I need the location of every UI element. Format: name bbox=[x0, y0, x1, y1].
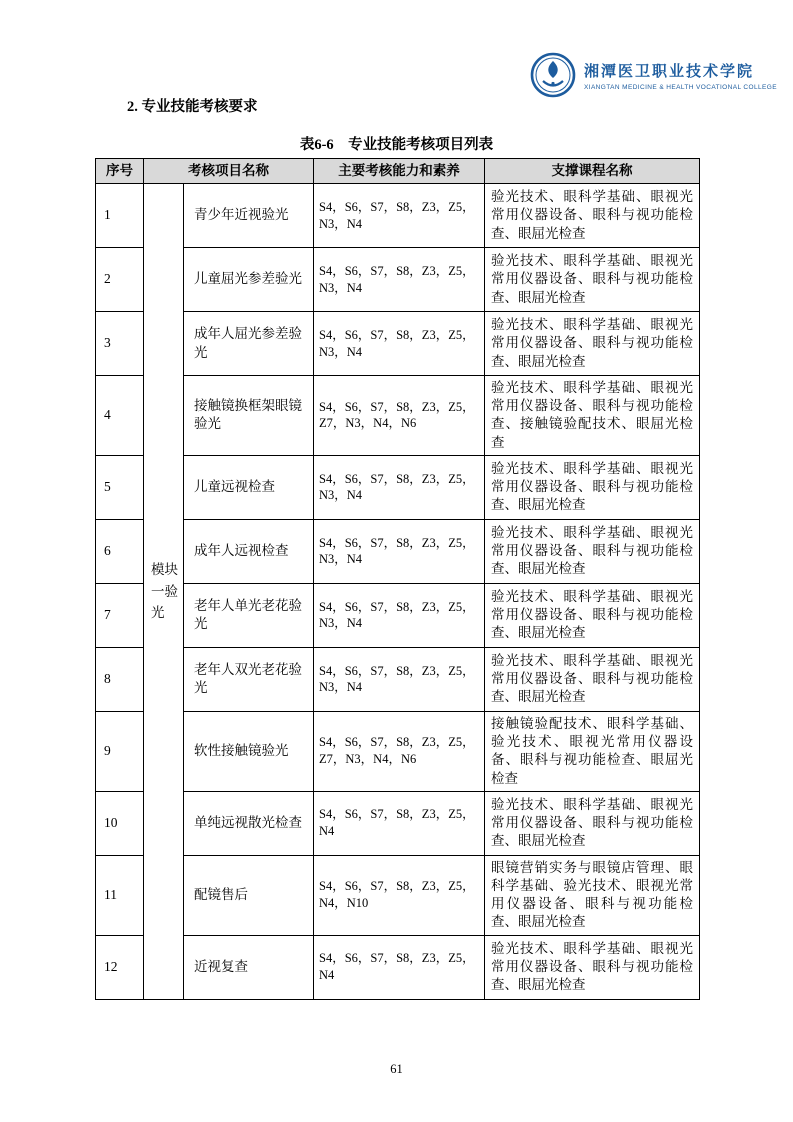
abilities: S4，S6，S7，S8，Z3，Z5，N4 bbox=[314, 935, 485, 999]
courses: 验光技术、眼科学基础、眼视光常用仪器设备、眼科与视功能检查、眼屈光检查 bbox=[485, 248, 700, 312]
table-row bbox=[96, 248, 700, 312]
courses: 验光技术、眼科学基础、眼视光常用仪器设备、眼科与视功能检查、眼屈光检查 bbox=[485, 583, 700, 647]
row-no: 4 bbox=[96, 376, 144, 456]
table-row bbox=[96, 312, 700, 376]
project-name: 老年人单光老花验光 bbox=[184, 583, 314, 647]
section-heading: 2. 专业技能考核要求 bbox=[127, 99, 258, 115]
table-row bbox=[96, 519, 700, 583]
row-no: 6 bbox=[96, 519, 144, 583]
table-row bbox=[96, 583, 700, 647]
abilities: S4，S6，S7，S8，Z3，Z5，Z7，N3，N4，N6 bbox=[314, 711, 485, 791]
abilities: S4，S6，S7，S8，Z3，Z5，N3，N4 bbox=[314, 312, 485, 376]
table-row bbox=[96, 455, 700, 519]
project-name: 成年人远视检查 bbox=[184, 519, 314, 583]
abilities: S4，S6，S7，S8，Z3，Z5，N3，N4 bbox=[314, 583, 485, 647]
courses: 接触镜验配技术、眼科学基础、验光技术、眼视光常用仪器设备、眼科与视功能检查、眼屈光检查 bbox=[485, 711, 700, 791]
courses: 眼镜营销实务与眼镜店管理、眼科学基础、验光技术、眼视光常用仪器设备、眼科与视功能检查、眼屈光检查 bbox=[485, 855, 700, 935]
abilities: S4，S6，S7，S8，Z3，Z5，N3，N4 bbox=[314, 248, 485, 312]
project-name: 青少年近视验光 bbox=[184, 184, 314, 248]
module-label-cell: 模块一验光 bbox=[144, 184, 184, 1000]
row-no: 7 bbox=[96, 583, 144, 647]
college-logo bbox=[530, 52, 777, 98]
table-row bbox=[96, 935, 700, 999]
page-number: 61 bbox=[390, 1062, 403, 1076]
header-abilities: 主要考核能力和素养 bbox=[314, 159, 485, 184]
abilities: S4，S6，S7，S8，Z3，Z5，Z7，N3，N4，N6 bbox=[314, 376, 485, 456]
project-name: 单纯远视散光检查 bbox=[184, 791, 314, 855]
row-no: 11 bbox=[96, 855, 144, 935]
skills-assessment-table bbox=[95, 158, 700, 1000]
project-name: 近视复查 bbox=[184, 935, 314, 999]
abilities: S4，S6，S7，S8，Z3，Z5，N3，N4 bbox=[314, 519, 485, 583]
courses: 验光技术、眼科学基础、眼视光常用仪器设备、眼科与视功能检查、眼屈光检查 bbox=[485, 455, 700, 519]
row-no: 12 bbox=[96, 935, 144, 999]
table-row bbox=[96, 647, 700, 711]
college-logo-icon bbox=[530, 52, 576, 98]
college-name-zh: 湘潭医卫职业技术学院 bbox=[584, 63, 755, 80]
table-row bbox=[96, 791, 700, 855]
header-courses: 支撑课程名称 bbox=[485, 159, 700, 184]
table-row bbox=[96, 711, 700, 791]
courses: 验光技术、眼科学基础、眼视光常用仪器设备、眼科与视功能检查、眼屈光检查 bbox=[485, 312, 700, 376]
project-name: 儿童屈光参差验光 bbox=[184, 248, 314, 312]
row-no: 5 bbox=[96, 455, 144, 519]
abilities: S4，S6，S7，S8，Z3，Z5，N4 bbox=[314, 791, 485, 855]
abilities: S4，S6，S7，S8，Z3，Z5，N3，N4 bbox=[314, 184, 485, 248]
abilities: S4，S6，S7，S8，Z3，Z5，N3，N4 bbox=[314, 647, 485, 711]
table-row bbox=[96, 376, 700, 456]
header-project-name: 考核项目名称 bbox=[144, 159, 314, 184]
courses: 验光技术、眼科学基础、眼视光常用仪器设备、眼科与视功能检查、眼屈光检查 bbox=[485, 519, 700, 583]
header-no: 序号 bbox=[96, 159, 144, 184]
project-name: 软性接触镜验光 bbox=[184, 711, 314, 791]
abilities: S4，S6，S7，S8，Z3，Z5，N3，N4 bbox=[314, 455, 485, 519]
table-row bbox=[96, 855, 700, 935]
college-logo-text bbox=[584, 60, 777, 91]
abilities: S4，S6，S7，S8，Z3，Z5，N4，N10 bbox=[314, 855, 485, 935]
courses: 验光技术、眼科学基础、眼视光常用仪器设备、眼科与视功能检查、眼屈光检查 bbox=[485, 184, 700, 248]
project-name: 接触镜换框架眼镜验光 bbox=[184, 376, 314, 456]
table-row bbox=[96, 184, 700, 248]
courses: 验光技术、眼科学基础、眼视光常用仪器设备、眼科与视功能检查、眼屈光检查 bbox=[485, 935, 700, 999]
row-no: 8 bbox=[96, 647, 144, 711]
project-name: 成年人屈光参差验光 bbox=[184, 312, 314, 376]
table-caption: 表6-6 专业技能考核项目列表 bbox=[299, 137, 494, 153]
row-no: 1 bbox=[96, 184, 144, 248]
courses: 验光技术、眼科学基础、眼视光常用仪器设备、眼科与视功能检查、眼屈光检查 bbox=[485, 791, 700, 855]
project-name: 儿童远视检查 bbox=[184, 455, 314, 519]
courses: 验光技术、眼科学基础、眼视光常用仪器设备、眼科与视功能检查、眼屈光检查 bbox=[485, 647, 700, 711]
courses: 验光技术、眼科学基础、眼视光常用仪器设备、眼科与视功能检查、接触镜验配技术、眼屈光检查 bbox=[485, 376, 700, 456]
row-no: 9 bbox=[96, 711, 144, 791]
table-header-row bbox=[96, 159, 700, 184]
project-name: 老年人双光老花验光 bbox=[184, 647, 314, 711]
row-no: 10 bbox=[96, 791, 144, 855]
row-no: 3 bbox=[96, 312, 144, 376]
project-name: 配镜售后 bbox=[184, 855, 314, 935]
row-no: 2 bbox=[96, 248, 144, 312]
college-name-en: XIANGTAN MEDICINE & HEALTH VOCATIONAL COLLEGE bbox=[584, 83, 777, 91]
